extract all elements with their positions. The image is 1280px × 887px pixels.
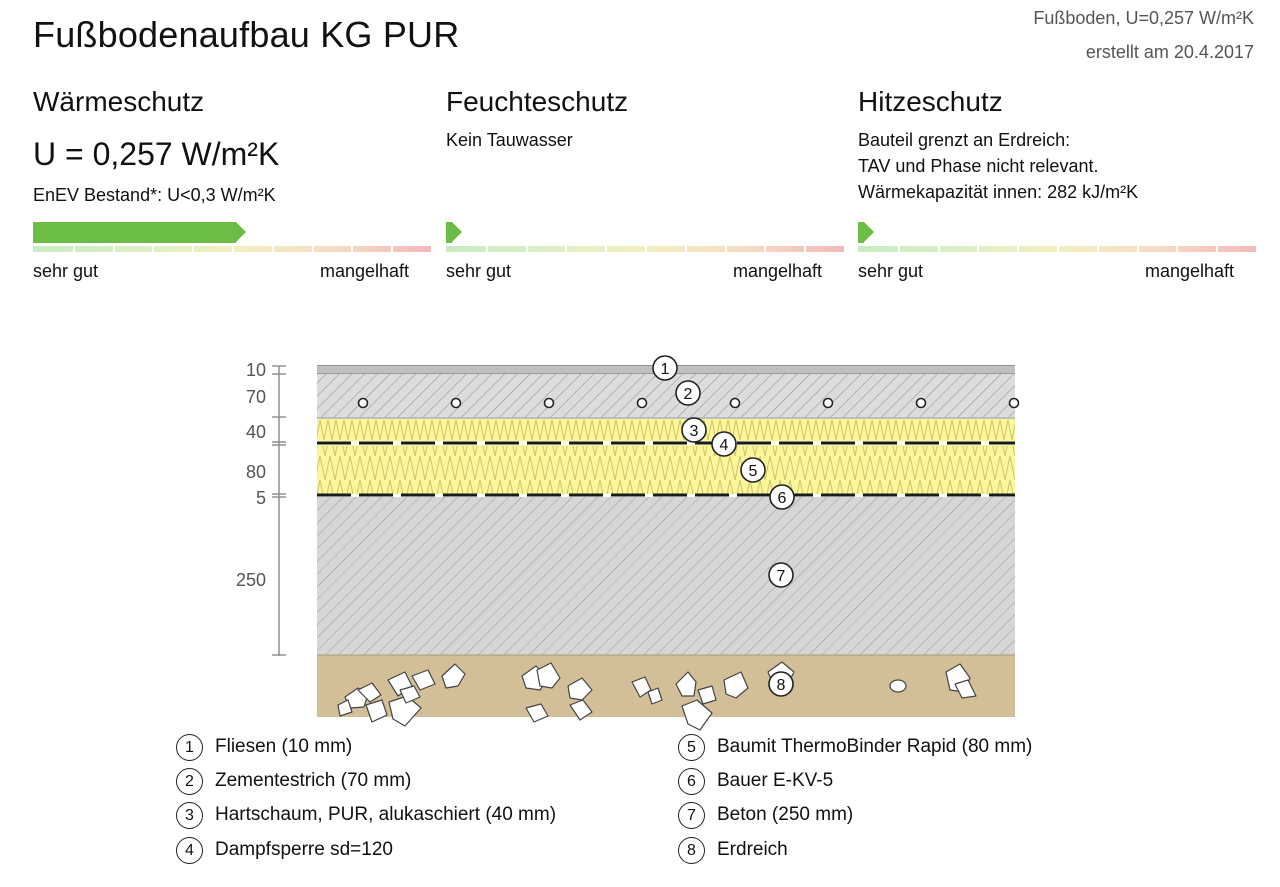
legend-item-6 (678, 767, 833, 795)
dim-hartschaum: 40 (245, 422, 266, 442)
page-title: Fußbodenaufbau KG PUR (33, 14, 460, 55)
feuchteschutz-title: Feuchteschutz (446, 86, 629, 117)
legend-label: Dampfsperre sd=120 (215, 839, 393, 860)
svg-text:4: 4 (719, 437, 729, 454)
waermeschutz-title: Wärmeschutz (33, 86, 205, 117)
dimension-axis (272, 366, 286, 656)
dim-thermobinder: 80 (245, 462, 266, 482)
marker-8 (769, 672, 793, 696)
feuchteschutz-text: Kein Tauwasser (446, 130, 573, 150)
legend-label: Bauer E-KV-5 (717, 770, 834, 791)
legend-label: Beton (250 mm) (717, 804, 854, 825)
waermeschutz-label-bad: mangelhaft (320, 261, 410, 281)
svg-text:3: 3 (689, 423, 699, 440)
hitzeschutz-text-3: Wärmekapazität innen: 282 kJ/m²K (858, 182, 1139, 202)
legend-number: 2 (176, 768, 203, 795)
dim-beton: 250 (235, 570, 266, 590)
feuchteschutz-label-good: sehr gut (446, 261, 512, 281)
legend-label: Zementestrich (70 mm) (215, 770, 412, 791)
hitzeschutz-title: Hitzeschutz (858, 86, 1003, 117)
legend-number: 7 (678, 802, 705, 829)
legend-number: 3 (176, 802, 203, 829)
hitzeschutz-label-good: sehr gut (858, 261, 924, 281)
svg-text:6: 6 (777, 490, 787, 507)
svg-text:7: 7 (776, 568, 786, 585)
marker-7 (769, 563, 793, 587)
legend-number: 5 (678, 734, 705, 761)
legend-label: Fliesen (10 mm) (215, 736, 353, 757)
enev-note: EnEV Bestand*: U<0,3 W/m²K (33, 185, 276, 205)
legend-label: Baumit ThermoBinder Rapid (80 mm) (717, 736, 1033, 757)
waermeschutz-label-good: sehr gut (33, 261, 99, 281)
svg-text:5: 5 (748, 463, 758, 480)
marker-5 (741, 458, 765, 482)
legend-item-8 (678, 836, 788, 864)
legend-item-3 (176, 801, 556, 829)
legend-number: 8 (678, 837, 705, 864)
legend-number: 6 (678, 768, 705, 795)
legend-number: 1 (176, 734, 203, 761)
u-value: U = 0,257 W/m²K (33, 136, 280, 172)
legend-label: Erdreich (717, 839, 788, 860)
legend-label: Hartschaum, PUR, alukaschiert (40 mm) (215, 804, 557, 825)
legend-item-2 (176, 767, 411, 795)
legend-number: 4 (176, 837, 203, 864)
hitzeschutz-text-1: Bauteil grenzt an Erdreich: (858, 130, 1071, 150)
legend-item-7 (678, 801, 853, 829)
svg-text:2: 2 (683, 386, 693, 403)
dim-fliesen: 10 (245, 360, 266, 380)
marker-4 (712, 432, 736, 456)
dim-ekv: 5 (255, 488, 266, 508)
meta-description: Fußboden, U=0,257 W/m²K (1033, 8, 1254, 28)
marker-1 (653, 356, 677, 380)
svg-text:8: 8 (776, 677, 786, 694)
feuchteschutz-label-bad: mangelhaft (733, 261, 823, 281)
marker-2 (676, 381, 700, 405)
hitzeschutz-text-2: TAV und Phase nicht relevant. (858, 156, 1099, 176)
svg-text:1: 1 (660, 361, 670, 378)
marker-6 (770, 485, 794, 509)
legend-item-1 (176, 733, 352, 761)
dim-estrich: 70 (245, 387, 266, 407)
marker-3 (682, 418, 706, 442)
legend-item-4 (176, 836, 393, 864)
meta-date: erstellt am 20.4.2017 (1085, 42, 1254, 62)
legend-item-5 (678, 733, 1032, 761)
hitzeschutz-label-bad: mangelhaft (1145, 261, 1235, 281)
